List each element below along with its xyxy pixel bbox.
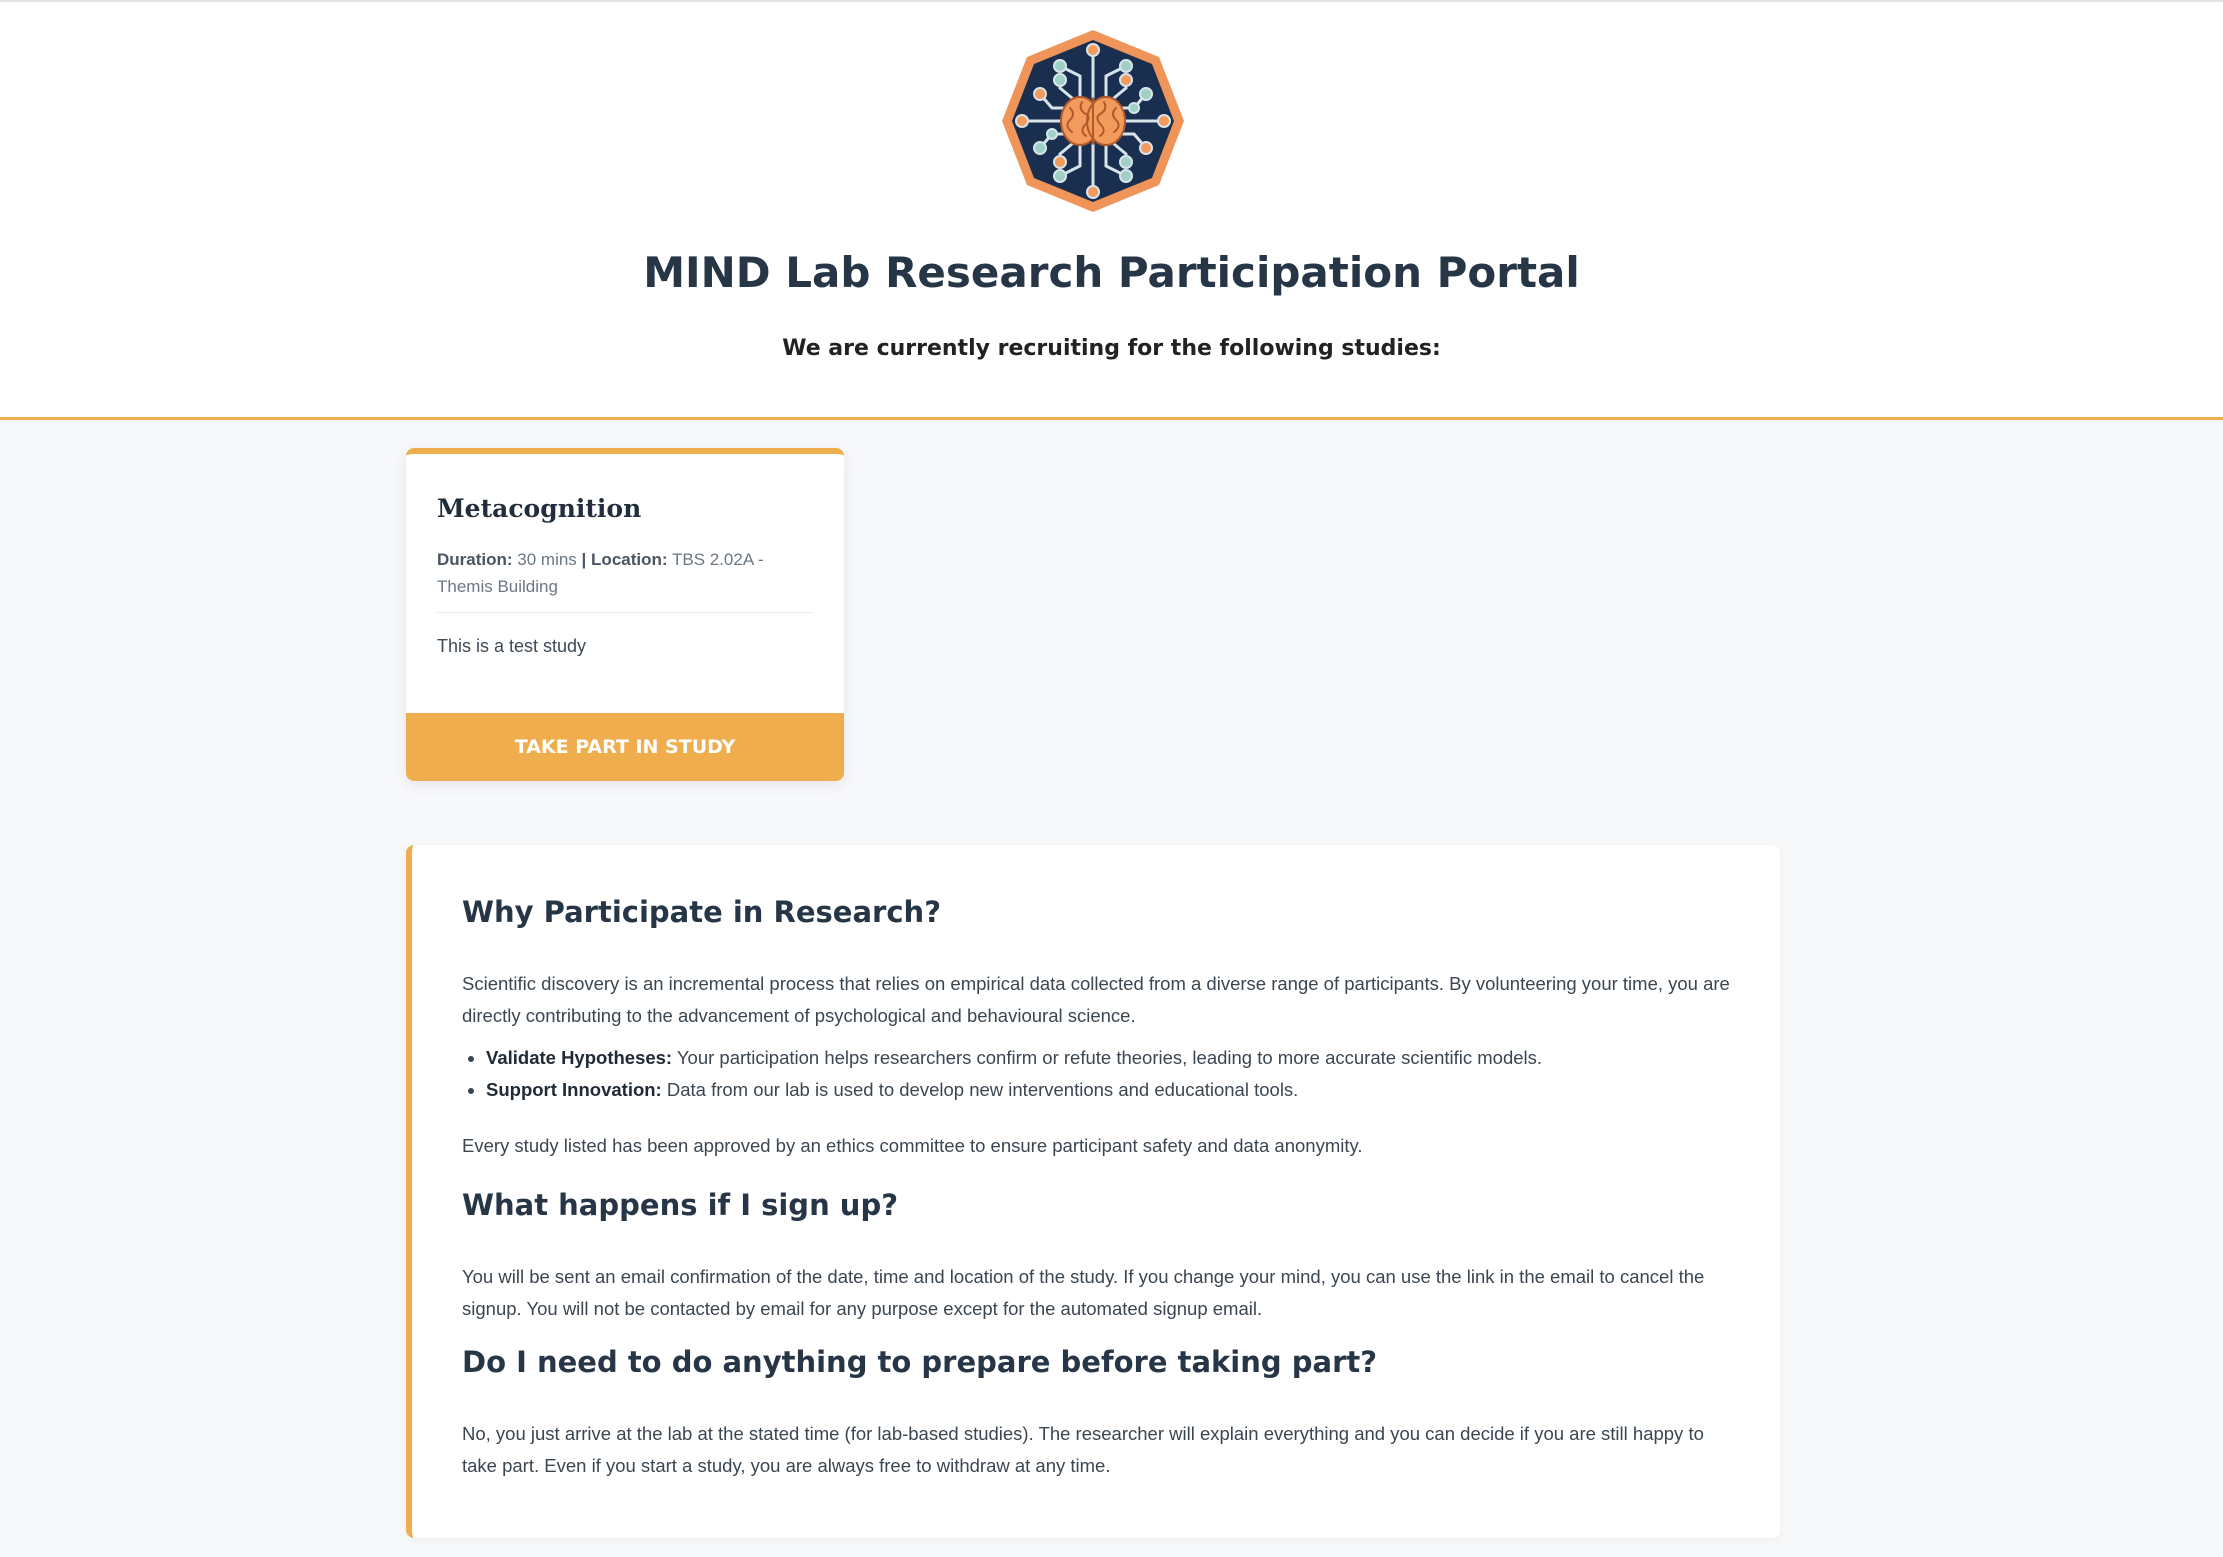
- sign-up-heading: What happens if I sign up?: [462, 1188, 899, 1222]
- sign-up-text: You will be sent an email confirmation of the date, time and location of the study. If you change your mind, you can use the link in the email to cancel the signup. You will not be contacted by email for any purpose except for the automated signup email.: [462, 1266, 1705, 1319]
- site-header: [0, 2, 2223, 420]
- study-meta: [437, 546, 817, 600]
- meta-separator: |: [581, 550, 587, 569]
- info-panel: [406, 845, 1780, 1538]
- bullet-text: Your participation helps researchers confirm or refute theories, leading to more accurate scientific models.: [676, 1047, 1543, 1068]
- take-part-button[interactable]: TAKE PART IN STUDY: [406, 713, 844, 781]
- brain-circuit-logo-icon: [1000, 28, 1186, 214]
- duration-value: 30 mins: [517, 550, 577, 569]
- prepare-heading: Do I need to do anything to prepare before taking part?: [462, 1345, 1378, 1379]
- duration-label: Duration:: [437, 550, 513, 569]
- location-value: TBS 2.02A - Themis Building: [437, 550, 764, 596]
- benefits-list: [486, 1042, 1736, 1106]
- study-card: [406, 448, 844, 781]
- bullet-label: Support Innovation:: [486, 1079, 662, 1100]
- divider: [437, 612, 813, 613]
- bullet-label: Validate Hypotheses:: [486, 1047, 673, 1068]
- location-label: Location:: [591, 550, 668, 569]
- page-title: MIND Lab Research Participation Portal: [643, 248, 1580, 297]
- why-participate-heading: Why Participate in Research?: [462, 895, 942, 929]
- bullet-text: Data from our lab is used to develop new interventions and educational tools.: [666, 1079, 1299, 1100]
- study-title: Metacognition: [437, 494, 642, 523]
- ethics-note: Every study listed has been approved by an ethics committee to ensure participant safety and data anonymity.: [462, 1135, 1363, 1156]
- list-item: [486, 1042, 1736, 1074]
- study-description: This is a test study: [437, 636, 587, 656]
- why-participate-intro: Scientific discovery is an incremental process that relies on empirical data collected from a diverse range of participants. By volunteering your time, you are directly contributing to the advancement of psychological and behavioural science.: [462, 973, 1730, 1026]
- prepare-text: No, you just arrive at the lab at the stated time (for lab-based studies). The researcher will explain everything and you can decide if you are still happy to take part. Even if you start a study, you are always free to withdraw at any time.: [462, 1423, 1704, 1476]
- list-item: [486, 1074, 1736, 1106]
- recruiting-subtitle: We are currently recruiting for the following studies:: [782, 336, 1441, 361]
